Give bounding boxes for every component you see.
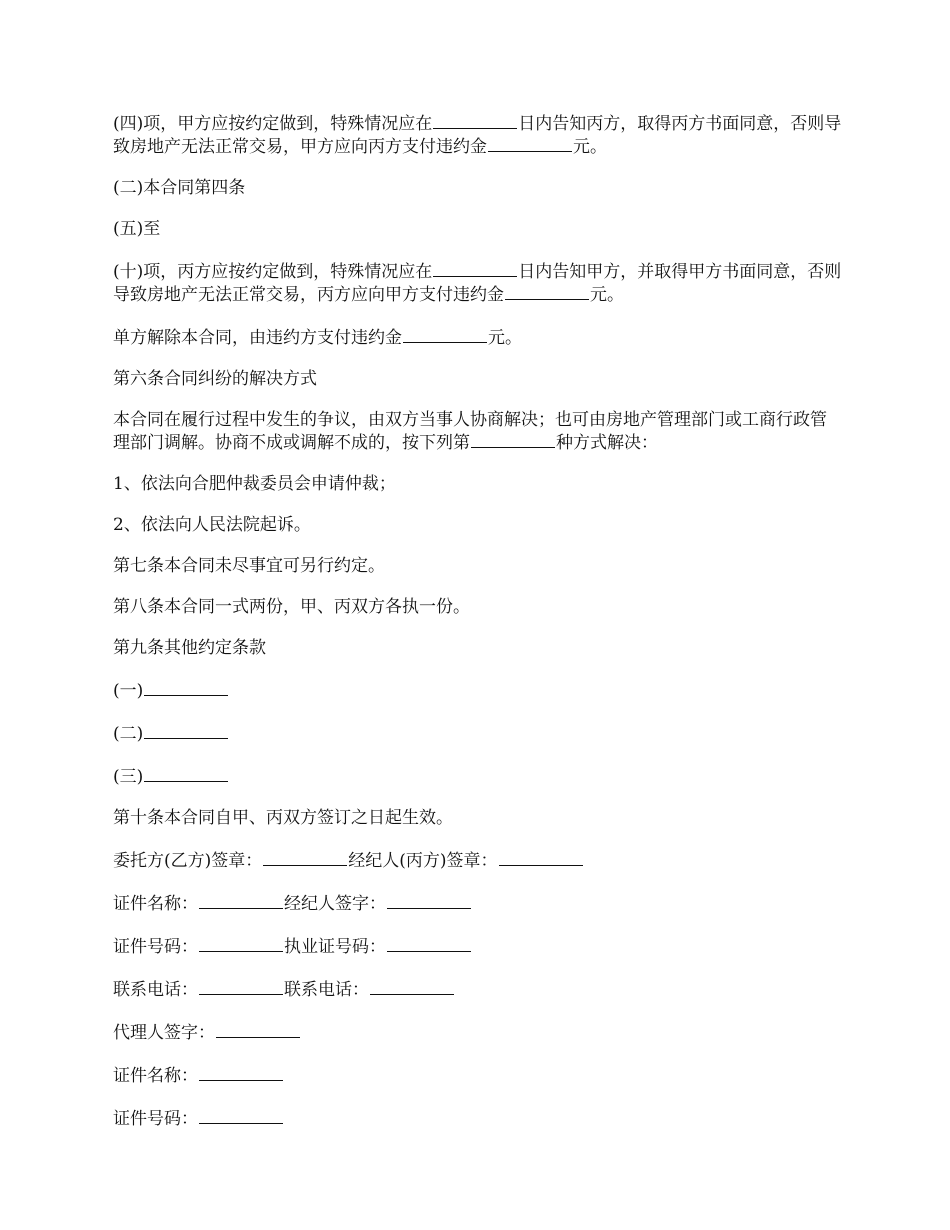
document-page bbox=[113, 112, 843, 1150]
text-segment: 代理人签字： bbox=[113, 1023, 215, 1043]
text-segment: 证件号码： bbox=[113, 937, 198, 957]
signature-line-id-name bbox=[113, 892, 843, 915]
text-segment: 元。 bbox=[590, 285, 624, 305]
paragraph-termination bbox=[113, 326, 843, 349]
paragraph-other-term-3 bbox=[113, 765, 843, 788]
text-segment: 日内告知甲方，并取得甲方书面同意，否则导致房地产无法正常交易，丙方应向甲方支付违约金 bbox=[113, 262, 842, 305]
fill-blank bbox=[387, 935, 471, 952]
signature-line-agent-id-name bbox=[113, 1064, 843, 1087]
text-segment: (二)本合同第四条 bbox=[113, 178, 246, 198]
fill-blank bbox=[499, 849, 583, 866]
text-segment: 联系电话： bbox=[113, 980, 198, 1000]
fill-blank bbox=[199, 892, 283, 909]
paragraph-article-8 bbox=[113, 597, 843, 618]
text-segment: 1、依法向合肥仲裁委员会申请仲裁； bbox=[113, 474, 396, 494]
text-segment: (一) bbox=[113, 681, 144, 701]
text-segment: (五)至 bbox=[113, 219, 161, 239]
fill-blank bbox=[199, 1064, 283, 1081]
fill-blank bbox=[216, 1021, 300, 1038]
fill-blank bbox=[433, 112, 517, 129]
paragraph-article-7 bbox=[113, 556, 843, 577]
paragraph-option-court bbox=[113, 515, 843, 536]
paragraph-article-9-title bbox=[113, 638, 843, 659]
signature-line-agent-id-number bbox=[113, 1107, 843, 1130]
paragraph-clause-range bbox=[113, 219, 843, 240]
text-segment: 第九条其他约定条款 bbox=[113, 638, 266, 658]
text-segment: 日内告知丙方，取得丙方书面同意，否则导致房地产无法正常交易，甲方应向丙方支付违约金 bbox=[113, 114, 842, 157]
text-segment: 第六条合同纠纷的解决方式 bbox=[113, 369, 317, 389]
text-segment: 经纪人签字： bbox=[284, 894, 386, 914]
fill-blank bbox=[144, 765, 228, 782]
fill-blank bbox=[387, 892, 471, 909]
paragraph-option-arbitration bbox=[113, 474, 843, 495]
fill-blank bbox=[505, 283, 589, 300]
signature-line-phone bbox=[113, 978, 843, 1001]
fill-blank bbox=[370, 978, 454, 995]
text-segment: 元。 bbox=[573, 137, 607, 157]
fill-blank bbox=[403, 326, 487, 343]
fill-blank bbox=[488, 135, 572, 152]
fill-blank bbox=[144, 722, 228, 739]
text-segment: 第十条本合同自甲、丙双方签订之日起生效。 bbox=[113, 808, 453, 828]
text-segment: (二) bbox=[113, 724, 144, 744]
paragraph-clause-10-item bbox=[113, 260, 843, 306]
text-segment: (四)项，甲方应按约定做到，特殊情况应在 bbox=[113, 114, 433, 134]
text-segment: 证件名称： bbox=[113, 894, 198, 914]
paragraph-clause-heading bbox=[113, 178, 843, 199]
signature-line-id-number bbox=[113, 935, 843, 958]
fill-blank bbox=[471, 431, 555, 448]
text-segment: 本合同在履行过程中发生的争议，由双方当事人协商解决；也可由房地产管理部门或工商行政管理部门调解。协商不成或调解不成的，按下列第 bbox=[113, 410, 827, 453]
text-segment: 单方解除本合同，由违约方支付违约金 bbox=[113, 328, 402, 348]
paragraph-other-term-1 bbox=[113, 679, 843, 702]
fill-blank bbox=[263, 849, 347, 866]
text-segment: 2、依法向人民法院起诉。 bbox=[113, 515, 311, 535]
fill-blank bbox=[433, 260, 517, 277]
text-segment: 经纪人(丙方)签章： bbox=[348, 851, 498, 871]
text-segment: 种方式解决： bbox=[556, 433, 658, 453]
fill-blank bbox=[199, 1107, 283, 1124]
paragraph-other-term-2 bbox=[113, 722, 843, 745]
signature-line-parties bbox=[113, 849, 843, 872]
fill-blank bbox=[199, 935, 283, 952]
text-segment: 证件名称： bbox=[113, 1066, 198, 1086]
text-segment: 委托方(乙方)签章： bbox=[113, 851, 263, 871]
signature-line-agent bbox=[113, 1021, 843, 1044]
text-segment: 证件号码： bbox=[113, 1109, 198, 1129]
text-segment: 执业证号码： bbox=[284, 937, 386, 957]
paragraph-article-6-title bbox=[113, 369, 843, 390]
fill-blank bbox=[144, 679, 228, 696]
paragraph-article-10 bbox=[113, 808, 843, 829]
paragraph-clause-4-item bbox=[113, 112, 843, 158]
paragraph-dispute-resolution bbox=[113, 410, 843, 454]
text-segment: 联系电话： bbox=[284, 980, 369, 1000]
text-segment: 第八条本合同一式两份，甲、丙双方各执一份。 bbox=[113, 597, 470, 617]
text-segment: 元。 bbox=[488, 328, 522, 348]
text-segment: (十)项，丙方应按约定做到，特殊情况应在 bbox=[113, 262, 433, 282]
text-segment: 第七条本合同未尽事宜可另行约定。 bbox=[113, 556, 385, 576]
fill-blank bbox=[199, 978, 283, 995]
text-segment: (三) bbox=[113, 767, 144, 787]
